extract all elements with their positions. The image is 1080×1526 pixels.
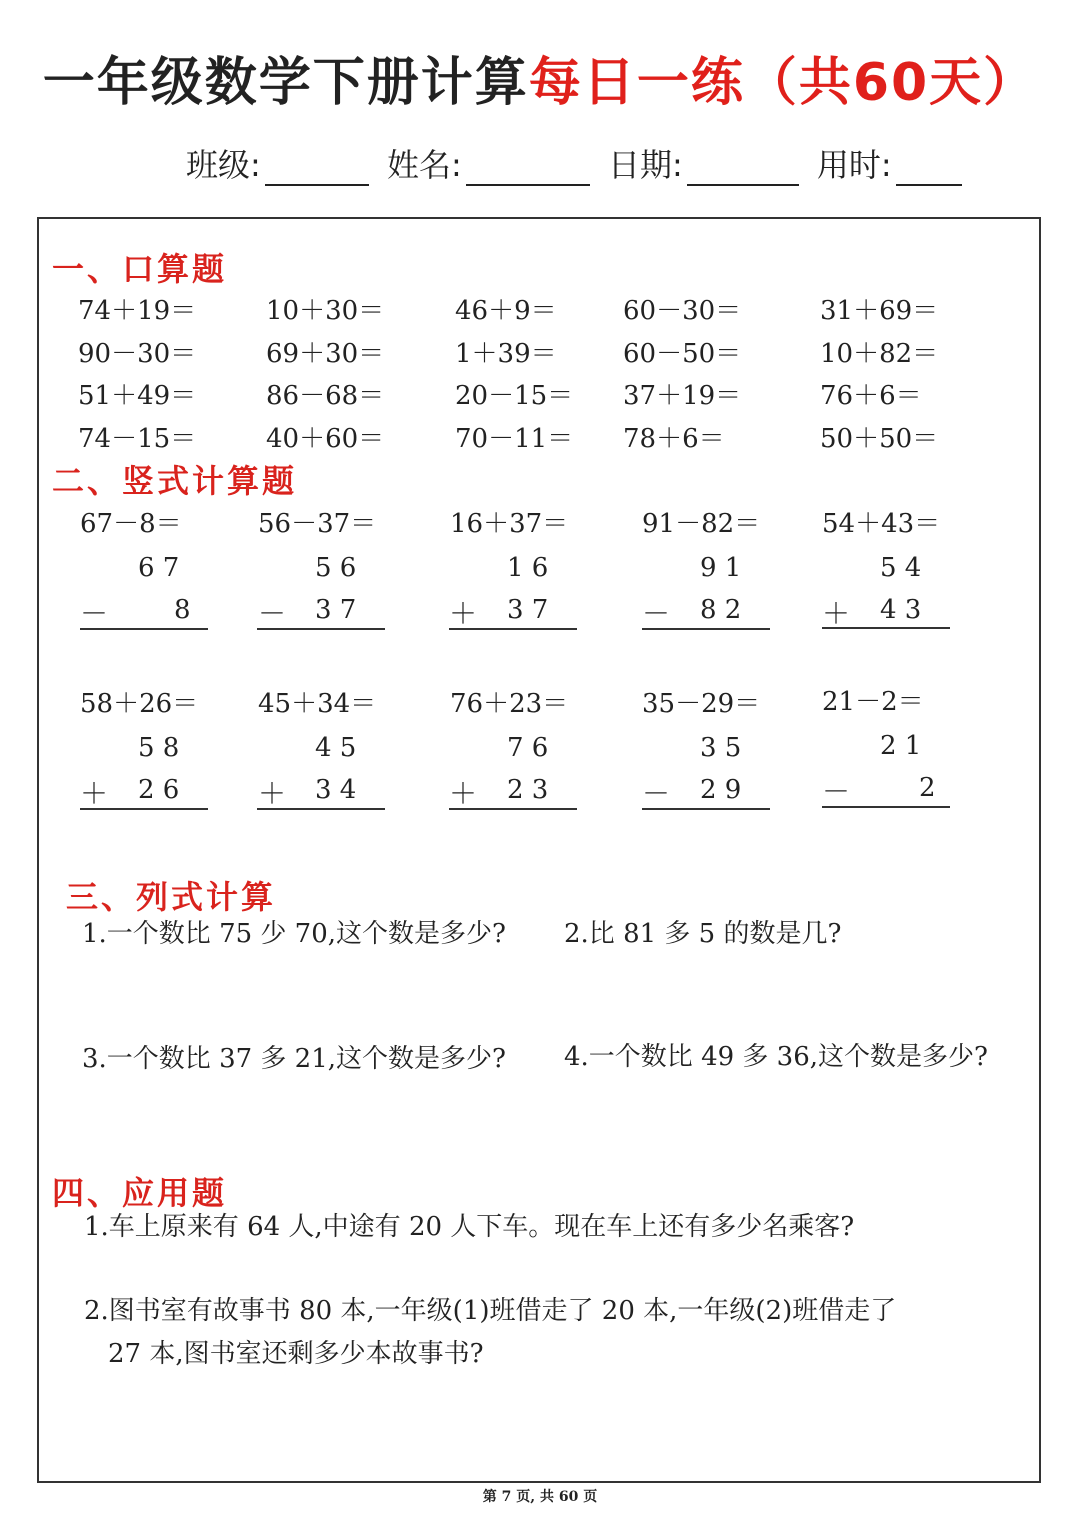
vertical-top: 5 6	[315, 553, 357, 583]
vertical-bottom: 3 7	[507, 595, 549, 625]
formula-question-1: 1.一个数比 75 少 70,这个数是多少?	[82, 919, 506, 949]
oral-problem: 50＋50＝	[820, 424, 939, 454]
vertical-line	[822, 627, 950, 629]
formula-question-4: 4.一个数比 49 多 36,这个数是多少?	[564, 1042, 988, 1072]
vertical-expr: 58＋26＝	[80, 689, 199, 719]
oral-problem: 74＋19＝	[78, 296, 197, 326]
page-title	[0, 40, 1080, 115]
date-label: 日期:	[607, 146, 683, 184]
oral-problem: 60－30＝	[623, 296, 742, 326]
vertical-line	[642, 628, 770, 630]
vertical-expr: 67－8＝	[80, 509, 182, 539]
oral-problem: 1＋39＝	[455, 339, 557, 369]
student-info-line	[186, 140, 970, 186]
oral-problem: 86－68＝	[266, 381, 385, 411]
time-field	[817, 140, 962, 186]
vertical-bottom: 2	[919, 773, 936, 803]
vertical-line	[80, 628, 208, 630]
name-label: 姓名:	[386, 146, 462, 184]
section2-title: 二、竖式计算题	[52, 462, 298, 500]
vertical-top: 5 8	[138, 733, 180, 763]
vertical-operator: －	[642, 777, 671, 810]
oral-problem: 69＋30＝	[266, 339, 385, 369]
word-problem-2-line2: 27 本,图书室还剩多少本故事书?	[108, 1339, 484, 1369]
vertical-line	[642, 808, 770, 810]
vertical-operator: －	[258, 597, 287, 630]
vertical-bottom: 2 9	[700, 775, 742, 805]
oral-problem: 70－11＝	[455, 424, 574, 454]
time-label: 用时:	[816, 146, 892, 184]
oral-problem: 76＋6＝	[820, 381, 922, 411]
date-blank[interactable]	[687, 154, 799, 186]
vertical-top: 9 1	[700, 553, 742, 583]
vertical-bottom: 3 7	[315, 595, 357, 625]
class-field	[186, 140, 369, 186]
vertical-bottom: 8	[174, 595, 191, 625]
vertical-top: 4 5	[315, 733, 357, 763]
oral-problem: 90－30＝	[78, 339, 197, 369]
vertical-top: 5 4	[880, 553, 922, 583]
page-footer: 第 7 页, 共 60 页	[482, 1489, 598, 1505]
section1-title: 一、口算题	[52, 250, 228, 288]
vertical-bottom: 2 3	[507, 775, 549, 805]
time-blank[interactable]	[896, 154, 962, 186]
section4-title: 四、应用题	[52, 1174, 228, 1212]
oral-problem: 78＋6＝	[623, 424, 725, 454]
oral-problem: 60－50＝	[623, 339, 742, 369]
name-field	[387, 140, 590, 186]
vertical-line	[449, 628, 577, 630]
section3-title: 三、列式计算	[66, 878, 277, 916]
vertical-operator: ＋	[80, 777, 109, 810]
vertical-expr: 35－29＝	[642, 689, 761, 719]
vertical-operator: ＋	[822, 597, 851, 630]
vertical-expr: 54＋43＝	[822, 509, 941, 539]
vertical-top: 6 7	[138, 553, 180, 583]
vertical-expr: 21－2＝	[822, 687, 924, 717]
oral-problem: 40＋60＝	[266, 424, 385, 454]
title-black: 一年级数学下册计算	[42, 53, 529, 113]
vertical-bottom: 3 4	[315, 775, 357, 805]
vertical-expr: 91－82＝	[642, 509, 761, 539]
oral-problem: 46＋9＝	[455, 296, 557, 326]
vertical-expr: 76＋23＝	[450, 689, 569, 719]
vertical-expr: 16＋37＝	[450, 509, 569, 539]
class-label: 班级:	[186, 146, 261, 184]
vertical-top: 2 1	[880, 731, 922, 761]
oral-problem: 74－15＝	[78, 424, 197, 454]
vertical-line	[257, 808, 385, 810]
date-field	[608, 140, 799, 186]
vertical-line	[449, 808, 577, 810]
oral-problem: 10＋30＝	[266, 296, 385, 326]
oral-problem: 37＋19＝	[623, 381, 742, 411]
vertical-bottom: 4 3	[880, 595, 922, 625]
vertical-bottom: 2 6	[138, 775, 180, 805]
vertical-expr: 56－37＝	[258, 509, 377, 539]
vertical-line	[80, 808, 208, 810]
word-problem-2-line1: 2.图书室有故事书 80 本,一年级(1)班借走了 20 本,一年级(2)班借走了	[84, 1296, 897, 1326]
oral-problem: 20－15＝	[455, 381, 574, 411]
class-blank[interactable]	[265, 154, 369, 186]
oral-problem: 10＋82＝	[820, 339, 939, 369]
title-red: 每日一练（共60天）	[528, 53, 1038, 113]
oral-problem: 51＋49＝	[78, 381, 197, 411]
vertical-top: 3 5	[700, 733, 742, 763]
vertical-operator: ＋	[449, 777, 478, 810]
vertical-expr: 45＋34＝	[258, 689, 377, 719]
word-problem-1: 1.车上原来有 64 人,中途有 20 人下车。现在车上还有多少名乘客?	[84, 1212, 855, 1242]
vertical-operator: ＋	[258, 777, 287, 810]
formula-question-2: 2.比 81 多 5 的数是几?	[564, 919, 842, 949]
vertical-top: 7 6	[507, 733, 549, 763]
vertical-top: 1 6	[507, 553, 549, 583]
vertical-operator: ＋	[449, 597, 478, 630]
vertical-operator: －	[642, 597, 671, 630]
vertical-operator: －	[80, 597, 109, 630]
formula-question-3: 3.一个数比 37 多 21,这个数是多少?	[82, 1044, 506, 1074]
vertical-line	[822, 806, 950, 808]
name-blank[interactable]	[466, 154, 590, 186]
vertical-operator: －	[822, 775, 851, 808]
vertical-line	[257, 628, 385, 630]
oral-problem: 31＋69＝	[820, 296, 939, 326]
vertical-bottom: 8 2	[700, 595, 742, 625]
